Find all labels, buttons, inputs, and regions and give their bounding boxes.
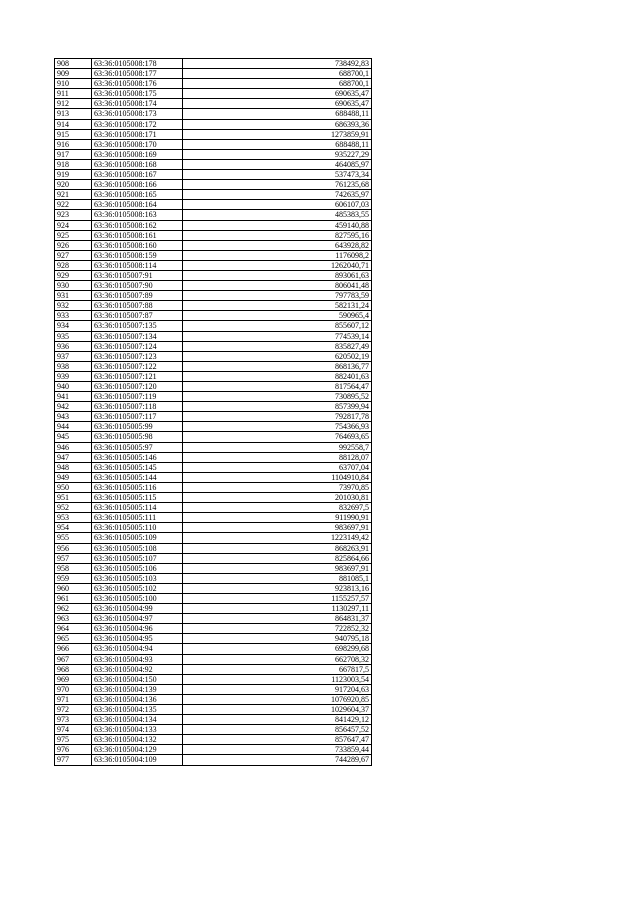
cadastral-number-cell: 63:36:0105008:167 xyxy=(92,170,183,180)
table-row xyxy=(55,462,372,472)
cadastral-number-cell: 63:36:0105005:109 xyxy=(92,533,183,543)
row-number-cell: 911 xyxy=(55,89,92,99)
cadastral-value-cell: 983697,91 xyxy=(183,523,372,533)
row-number-cell: 929 xyxy=(55,270,92,280)
table-row xyxy=(55,351,372,361)
cadastral-number-cell: 63:36:0105004:132 xyxy=(92,735,183,745)
table-row xyxy=(55,412,372,422)
row-number-cell: 916 xyxy=(55,139,92,149)
cadastral-value-cell: 806041,48 xyxy=(183,281,372,291)
row-number-cell: 942 xyxy=(55,402,92,412)
cadastral-value-cell: 841429,12 xyxy=(183,715,372,725)
table-row xyxy=(55,604,372,614)
cadastral-value-cell: 1273859,91 xyxy=(183,129,372,139)
cadastral-number-cell: 63:36:0105005:116 xyxy=(92,482,183,492)
cadastral-number-cell: 63:36:0105004:109 xyxy=(92,755,183,765)
table-row xyxy=(55,119,372,129)
cadastral-number-cell: 63:36:0105008:159 xyxy=(92,250,183,260)
row-number-cell: 975 xyxy=(55,735,92,745)
cadastral-number-cell: 63:36:0105008:172 xyxy=(92,119,183,129)
cadastral-number-cell: 63:36:0105008:169 xyxy=(92,149,183,159)
row-number-cell: 971 xyxy=(55,694,92,704)
cadastral-value-cell: 893061,63 xyxy=(183,270,372,280)
row-number-cell: 962 xyxy=(55,604,92,614)
cadastral-number-cell: 63:36:0105007:122 xyxy=(92,361,183,371)
table-row xyxy=(55,725,372,735)
row-number-cell: 977 xyxy=(55,755,92,765)
row-number-cell: 912 xyxy=(55,99,92,109)
row-number-cell: 915 xyxy=(55,129,92,139)
row-number-cell: 926 xyxy=(55,240,92,250)
table-row xyxy=(55,523,372,533)
row-number-cell: 936 xyxy=(55,341,92,351)
cadastral-value-cell: 688488,11 xyxy=(183,139,372,149)
cadastral-number-cell: 63:36:0105008:160 xyxy=(92,240,183,250)
table-row xyxy=(55,442,372,452)
table-row xyxy=(55,694,372,704)
table-row xyxy=(55,139,372,149)
table-row xyxy=(55,654,372,664)
row-number-cell: 931 xyxy=(55,291,92,301)
cadastral-value-cell: 825864,66 xyxy=(183,553,372,563)
cadastral-number-cell: 63:36:0105008:170 xyxy=(92,139,183,149)
table-row xyxy=(55,69,372,79)
cadastral-number-cell: 63:36:0105008:164 xyxy=(92,200,183,210)
cadastral-value-cell: 881085,1 xyxy=(183,573,372,583)
table-row xyxy=(55,250,372,260)
cadastral-number-cell: 63:36:0105008:168 xyxy=(92,159,183,169)
cadastral-number-cell: 63:36:0105008:162 xyxy=(92,220,183,230)
cadastral-value-cell: 857647,47 xyxy=(183,735,372,745)
cadastral-value-cell: 797783,59 xyxy=(183,291,372,301)
row-number-cell: 922 xyxy=(55,200,92,210)
cadastral-number-cell: 63:36:0105005:114 xyxy=(92,503,183,513)
cadastral-number-cell: 63:36:0105005:144 xyxy=(92,472,183,482)
cadastral-number-cell: 63:36:0105005:145 xyxy=(92,462,183,472)
cadastral-value-cell: 485383,55 xyxy=(183,210,372,220)
cadastral-number-cell: 63:36:0105007:121 xyxy=(92,371,183,381)
cadastral-number-cell: 63:36:0105004:150 xyxy=(92,674,183,684)
cadastral-number-cell: 63:36:0105007:123 xyxy=(92,351,183,361)
table-row xyxy=(55,170,372,180)
cadastral-value-table xyxy=(54,58,372,766)
table-row xyxy=(55,624,372,634)
row-number-cell: 968 xyxy=(55,664,92,674)
row-number-cell: 955 xyxy=(55,533,92,543)
row-number-cell: 944 xyxy=(55,422,92,432)
cadastral-value-cell: 686393,36 xyxy=(183,119,372,129)
row-number-cell: 920 xyxy=(55,180,92,190)
cadastral-value-cell: 983697,91 xyxy=(183,563,372,573)
cadastral-value-cell: 868136,77 xyxy=(183,361,372,371)
row-number-cell: 948 xyxy=(55,462,92,472)
table-row xyxy=(55,452,372,462)
cadastral-number-cell: 63:36:0105005:107 xyxy=(92,553,183,563)
table-row xyxy=(55,745,372,755)
cadastral-value-cell: 201030,81 xyxy=(183,493,372,503)
cadastral-number-cell: 63:36:0105005:108 xyxy=(92,543,183,553)
row-number-cell: 940 xyxy=(55,382,92,392)
cadastral-value-cell: 832697,5 xyxy=(183,503,372,513)
cadastral-value-cell: 1130297,11 xyxy=(183,604,372,614)
cadastral-number-cell: 63:36:0105005:97 xyxy=(92,442,183,452)
cadastral-number-cell: 63:36:0105007:87 xyxy=(92,311,183,321)
cadastral-number-cell: 63:36:0105005:103 xyxy=(92,573,183,583)
cadastral-value-cell: 992558,7 xyxy=(183,442,372,452)
row-number-cell: 919 xyxy=(55,170,92,180)
row-number-cell: 925 xyxy=(55,230,92,240)
row-number-cell: 941 xyxy=(55,392,92,402)
table-row xyxy=(55,149,372,159)
cadastral-number-cell: 63:36:0105004:139 xyxy=(92,684,183,694)
table-row xyxy=(55,664,372,674)
cadastral-value-cell: 923813,16 xyxy=(183,583,372,593)
cadastral-value-cell: 88128,07 xyxy=(183,452,372,462)
table-row xyxy=(55,553,372,563)
row-number-cell: 969 xyxy=(55,674,92,684)
row-number-cell: 921 xyxy=(55,190,92,200)
table-row xyxy=(55,99,372,109)
row-number-cell: 908 xyxy=(55,59,92,69)
cadastral-number-cell: 63:36:0105005:106 xyxy=(92,563,183,573)
table-row xyxy=(55,291,372,301)
cadastral-value-cell: 856457,52 xyxy=(183,725,372,735)
table-row xyxy=(55,402,372,412)
table-row xyxy=(55,493,372,503)
table-row xyxy=(55,260,372,270)
cadastral-number-cell: 63:36:0105008:163 xyxy=(92,210,183,220)
row-number-cell: 924 xyxy=(55,220,92,230)
cadastral-value-cell: 698299,68 xyxy=(183,644,372,654)
cadastral-value-cell: 742635,97 xyxy=(183,190,372,200)
cadastral-number-cell: 63:36:0105007:89 xyxy=(92,291,183,301)
cadastral-value-cell: 459140,88 xyxy=(183,220,372,230)
table-row xyxy=(55,341,372,351)
table-row xyxy=(55,129,372,139)
row-number-cell: 972 xyxy=(55,705,92,715)
cadastral-number-cell: 63:36:0105007:119 xyxy=(92,392,183,402)
cadastral-value-cell: 1029604,37 xyxy=(183,705,372,715)
cadastral-number-cell: 63:36:0105005:111 xyxy=(92,513,183,523)
table-body xyxy=(55,59,372,766)
cadastral-number-cell: 63:36:0105004:97 xyxy=(92,614,183,624)
cadastral-value-cell: 827595,16 xyxy=(183,230,372,240)
row-number-cell: 946 xyxy=(55,442,92,452)
cadastral-value-cell: 667817,5 xyxy=(183,664,372,674)
row-number-cell: 954 xyxy=(55,523,92,533)
row-number-cell: 973 xyxy=(55,715,92,725)
table-row xyxy=(55,513,372,523)
cadastral-number-cell: 63:36:0105007:90 xyxy=(92,281,183,291)
table-row xyxy=(55,321,372,331)
table-row xyxy=(55,79,372,89)
row-number-cell: 970 xyxy=(55,684,92,694)
cadastral-number-cell: 63:36:0105008:175 xyxy=(92,89,183,99)
table-row xyxy=(55,755,372,765)
cadastral-value-cell: 690635,47 xyxy=(183,89,372,99)
row-number-cell: 917 xyxy=(55,149,92,159)
cadastral-number-cell: 63:36:0105007:117 xyxy=(92,412,183,422)
cadastral-value-cell: 911990,91 xyxy=(183,513,372,523)
cadastral-value-cell: 590965,4 xyxy=(183,311,372,321)
cadastral-number-cell: 63:36:0105008:174 xyxy=(92,99,183,109)
table-row xyxy=(55,371,372,381)
row-number-cell: 935 xyxy=(55,331,92,341)
cadastral-number-cell: 63:36:0105008:165 xyxy=(92,190,183,200)
cadastral-number-cell: 63:36:0105008:178 xyxy=(92,59,183,69)
cadastral-number-cell: 63:36:0105005:146 xyxy=(92,452,183,462)
row-number-cell: 958 xyxy=(55,563,92,573)
table-row xyxy=(55,361,372,371)
row-number-cell: 909 xyxy=(55,69,92,79)
cadastral-value-cell: 1176098,2 xyxy=(183,250,372,260)
row-number-cell: 923 xyxy=(55,210,92,220)
cadastral-number-cell: 63:36:0105004:129 xyxy=(92,745,183,755)
cadastral-number-cell: 63:36:0105004:99 xyxy=(92,604,183,614)
cadastral-value-cell: 744289,67 xyxy=(183,755,372,765)
row-number-cell: 960 xyxy=(55,583,92,593)
cadastral-number-cell: 63:36:0105005:102 xyxy=(92,583,183,593)
cadastral-number-cell: 63:36:0105004:94 xyxy=(92,644,183,654)
row-number-cell: 910 xyxy=(55,79,92,89)
row-number-cell: 959 xyxy=(55,573,92,583)
row-number-cell: 963 xyxy=(55,614,92,624)
row-number-cell: 947 xyxy=(55,452,92,462)
row-number-cell: 945 xyxy=(55,432,92,442)
row-number-cell: 966 xyxy=(55,644,92,654)
table-row xyxy=(55,200,372,210)
row-number-cell: 949 xyxy=(55,472,92,482)
row-number-cell: 965 xyxy=(55,634,92,644)
table-row xyxy=(55,432,372,442)
table-row xyxy=(55,674,372,684)
cadastral-value-cell: 835827,49 xyxy=(183,341,372,351)
cadastral-value-cell: 864831,37 xyxy=(183,614,372,624)
cadastral-value-cell: 764693,65 xyxy=(183,432,372,442)
cadastral-value-cell: 690635,47 xyxy=(183,99,372,109)
row-number-cell: 943 xyxy=(55,412,92,422)
row-number-cell: 956 xyxy=(55,543,92,553)
cadastral-value-cell: 537473,34 xyxy=(183,170,372,180)
cadastral-number-cell: 63:36:0105004:96 xyxy=(92,624,183,634)
cadastral-number-cell: 63:36:0105004:134 xyxy=(92,715,183,725)
row-number-cell: 932 xyxy=(55,301,92,311)
table-row xyxy=(55,331,372,341)
row-number-cell: 950 xyxy=(55,482,92,492)
table-row xyxy=(55,705,372,715)
cadastral-value-cell: 73970,85 xyxy=(183,482,372,492)
cadastral-number-cell: 63:36:0105008:161 xyxy=(92,230,183,240)
cadastral-value-cell: 935227,29 xyxy=(183,149,372,159)
cadastral-value-cell: 882401,63 xyxy=(183,371,372,381)
cadastral-value-cell: 582131,24 xyxy=(183,301,372,311)
row-number-cell: 934 xyxy=(55,321,92,331)
cadastral-value-cell: 643928,82 xyxy=(183,240,372,250)
table-row xyxy=(55,392,372,402)
row-number-cell: 951 xyxy=(55,493,92,503)
cadastral-value-cell: 464085,97 xyxy=(183,159,372,169)
cadastral-number-cell: 63:36:0105005:115 xyxy=(92,493,183,503)
table-row xyxy=(55,684,372,694)
table-row xyxy=(55,109,372,119)
cadastral-value-cell: 662708,32 xyxy=(183,654,372,664)
table-row xyxy=(55,159,372,169)
table-row xyxy=(55,533,372,543)
cadastral-number-cell: 63:36:0105005:100 xyxy=(92,593,183,603)
table-row xyxy=(55,59,372,69)
table-row xyxy=(55,382,372,392)
table-row xyxy=(55,240,372,250)
cadastral-number-cell: 63:36:0105007:120 xyxy=(92,382,183,392)
table-row xyxy=(55,180,372,190)
cadastral-number-cell: 63:36:0105004:136 xyxy=(92,694,183,704)
cadastral-number-cell: 63:36:0105007:135 xyxy=(92,321,183,331)
cadastral-value-cell: 738492,83 xyxy=(183,59,372,69)
table-row xyxy=(55,503,372,513)
cadastral-number-cell: 63:36:0105007:91 xyxy=(92,270,183,280)
cadastral-value-cell: 761235,68 xyxy=(183,180,372,190)
table-row xyxy=(55,210,372,220)
cadastral-value-cell: 606107,03 xyxy=(183,200,372,210)
cadastral-number-cell: 63:36:0105005:99 xyxy=(92,422,183,432)
cadastral-value-cell: 722852,32 xyxy=(183,624,372,634)
row-number-cell: 953 xyxy=(55,513,92,523)
row-number-cell: 914 xyxy=(55,119,92,129)
table-row xyxy=(55,190,372,200)
table-row xyxy=(55,634,372,644)
cadastral-value-cell: 688488,11 xyxy=(183,109,372,119)
row-number-cell: 967 xyxy=(55,654,92,664)
cadastral-value-cell: 688700,1 xyxy=(183,79,372,89)
table-row xyxy=(55,735,372,745)
cadastral-value-cell: 1155257,57 xyxy=(183,593,372,603)
cadastral-value-cell: 1223149,42 xyxy=(183,533,372,543)
row-number-cell: 939 xyxy=(55,371,92,381)
cadastral-value-cell: 730895,52 xyxy=(183,392,372,402)
cadastral-number-cell: 63:36:0105007:134 xyxy=(92,331,183,341)
cadastral-number-cell: 63:36:0105008:171 xyxy=(92,129,183,139)
cadastral-value-cell: 688700,1 xyxy=(183,69,372,79)
table-row xyxy=(55,270,372,280)
cadastral-number-cell: 63:36:0105008:114 xyxy=(92,260,183,270)
row-number-cell: 974 xyxy=(55,725,92,735)
table-row xyxy=(55,220,372,230)
table-row xyxy=(55,593,372,603)
table-row xyxy=(55,422,372,432)
cadastral-number-cell: 63:36:0105005:110 xyxy=(92,523,183,533)
table-row xyxy=(55,230,372,240)
row-number-cell: 957 xyxy=(55,553,92,563)
cadastral-value-cell: 63707,04 xyxy=(183,462,372,472)
row-number-cell: 930 xyxy=(55,281,92,291)
cadastral-number-cell: 63:36:0105008:177 xyxy=(92,69,183,79)
cadastral-value-cell: 1104910,84 xyxy=(183,472,372,482)
cadastral-value-cell: 1076920,85 xyxy=(183,694,372,704)
cadastral-number-cell: 63:36:0105008:176 xyxy=(92,79,183,89)
cadastral-number-cell: 63:36:0105007:124 xyxy=(92,341,183,351)
row-number-cell: 927 xyxy=(55,250,92,260)
cadastral-value-cell: 733859,44 xyxy=(183,745,372,755)
cadastral-number-cell: 63:36:0105008:173 xyxy=(92,109,183,119)
cadastral-value-cell: 857399,94 xyxy=(183,402,372,412)
cadastral-value-cell: 620502,19 xyxy=(183,351,372,361)
table-row xyxy=(55,644,372,654)
row-number-cell: 937 xyxy=(55,351,92,361)
cadastral-number-cell: 63:36:0105004:95 xyxy=(92,634,183,644)
table-row xyxy=(55,614,372,624)
table-row xyxy=(55,281,372,291)
table-row xyxy=(55,472,372,482)
table-row xyxy=(55,573,372,583)
cadastral-number-cell: 63:36:0105005:98 xyxy=(92,432,183,442)
table-row xyxy=(55,543,372,553)
cadastral-value-cell: 754366,93 xyxy=(183,422,372,432)
table-row xyxy=(55,583,372,593)
cadastral-number-cell: 63:36:0105007:88 xyxy=(92,301,183,311)
cadastral-number-cell: 63:36:0105004:133 xyxy=(92,725,183,735)
row-number-cell: 961 xyxy=(55,593,92,603)
cadastral-value-cell: 855607,12 xyxy=(183,321,372,331)
cadastral-value-cell: 817564,47 xyxy=(183,382,372,392)
table-row xyxy=(55,482,372,492)
cadastral-value-cell: 1123003,54 xyxy=(183,674,372,684)
row-number-cell: 928 xyxy=(55,260,92,270)
cadastral-number-cell: 63:36:0105004:92 xyxy=(92,664,183,674)
table-row xyxy=(55,89,372,99)
cadastral-number-cell: 63:36:0105004:93 xyxy=(92,654,183,664)
cadastral-value-cell: 792817,78 xyxy=(183,412,372,422)
cadastral-number-cell: 63:36:0105008:166 xyxy=(92,180,183,190)
cadastral-value-cell: 774539,14 xyxy=(183,331,372,341)
row-number-cell: 976 xyxy=(55,745,92,755)
row-number-cell: 913 xyxy=(55,109,92,119)
cadastral-value-cell: 940795,18 xyxy=(183,634,372,644)
cadastral-number-cell: 63:36:0105004:135 xyxy=(92,705,183,715)
row-number-cell: 964 xyxy=(55,624,92,634)
row-number-cell: 918 xyxy=(55,159,92,169)
table-row xyxy=(55,301,372,311)
table-row xyxy=(55,563,372,573)
table-row xyxy=(55,311,372,321)
row-number-cell: 933 xyxy=(55,311,92,321)
row-number-cell: 938 xyxy=(55,361,92,371)
cadastral-value-cell: 868263,91 xyxy=(183,543,372,553)
table-row xyxy=(55,715,372,725)
row-number-cell: 952 xyxy=(55,503,92,513)
cadastral-number-cell: 63:36:0105007:118 xyxy=(92,402,183,412)
cadastral-value-cell: 917204,63 xyxy=(183,684,372,694)
cadastral-value-cell: 1262040,71 xyxy=(183,260,372,270)
